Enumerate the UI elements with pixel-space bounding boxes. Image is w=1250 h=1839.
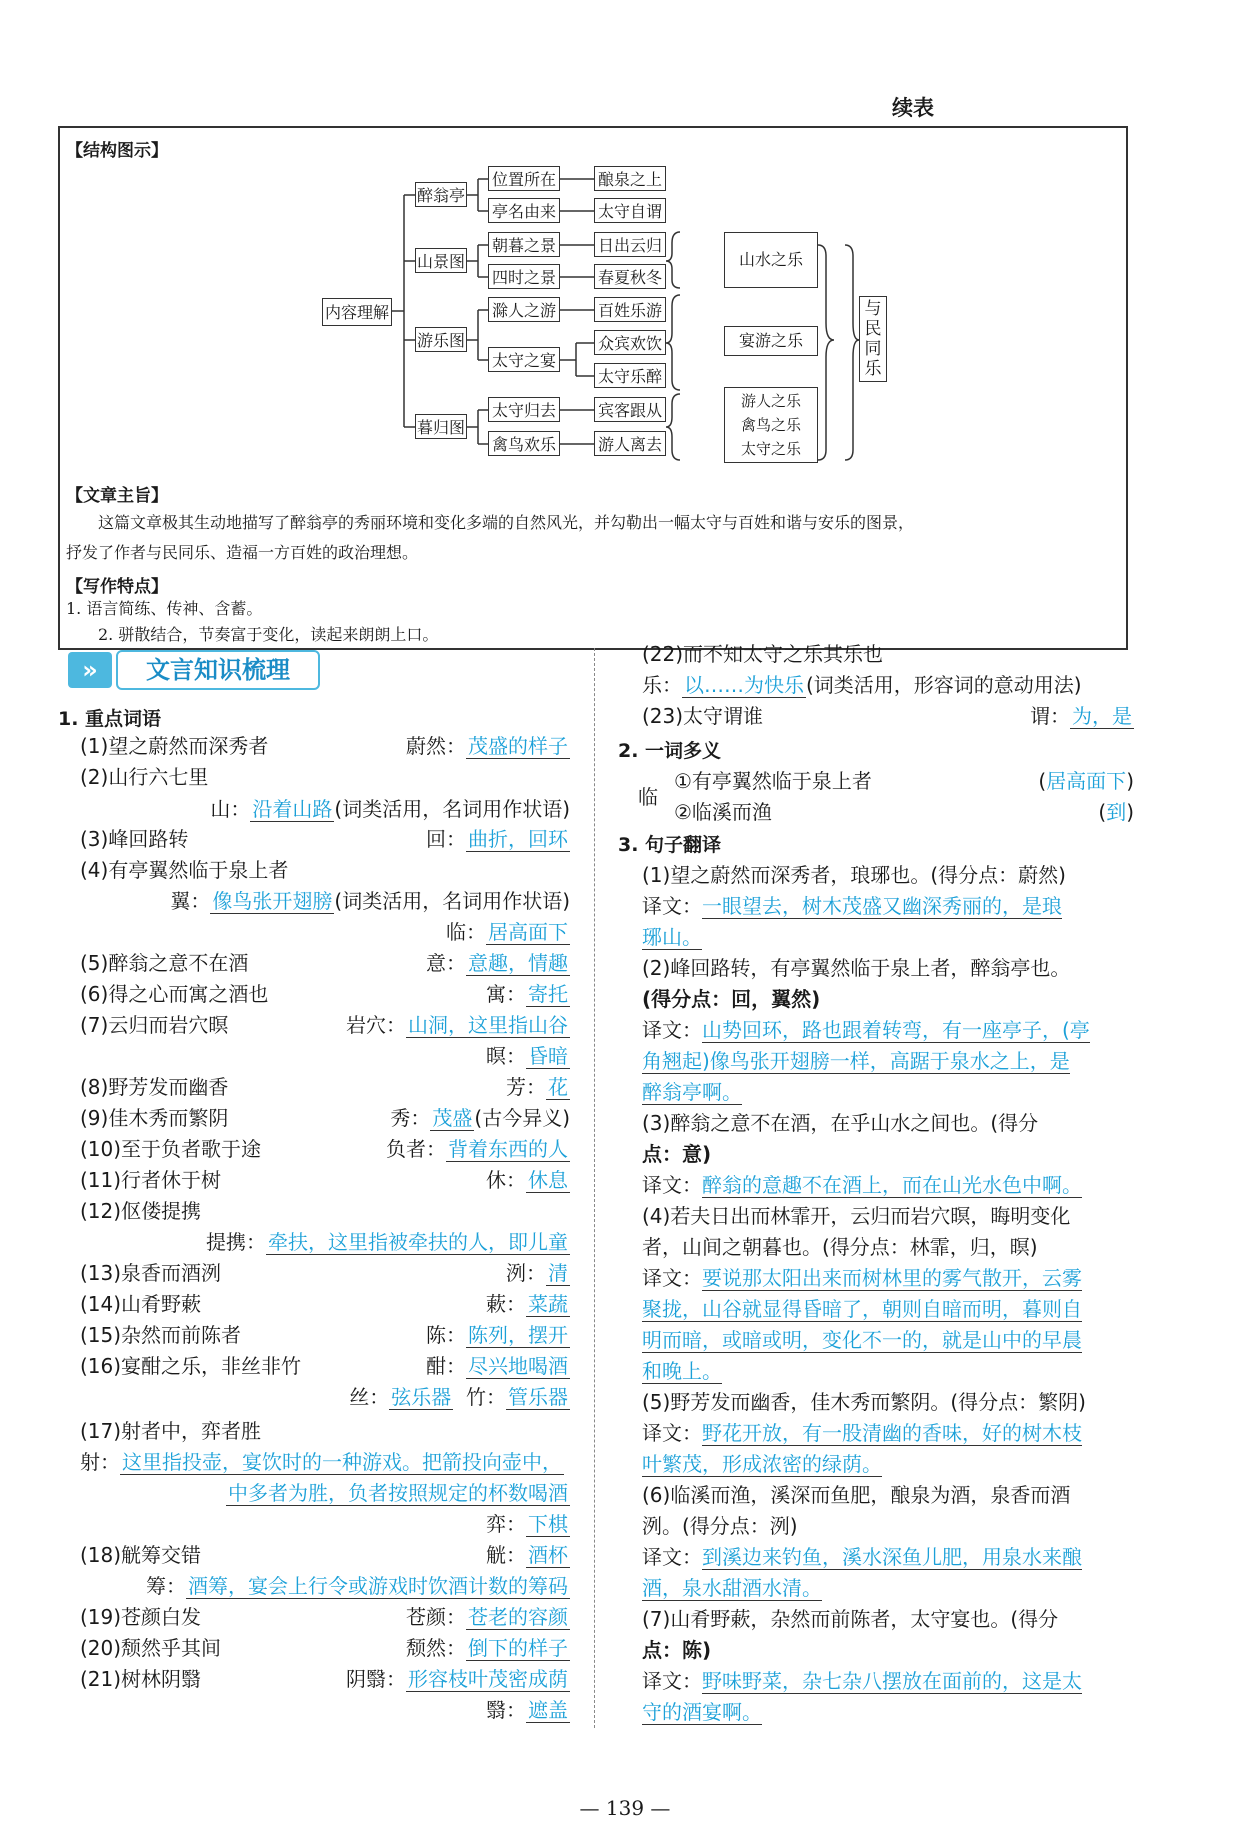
gloss-5: 意： 意趣，情趣 <box>426 951 568 975</box>
item-4: (4)有亭翼然临于泉上者 <box>80 858 289 882</box>
item-6: (6)得之心而寓之酒也 <box>80 982 269 1006</box>
diagram-node-three-joys <box>724 387 818 463</box>
item-19: (19)苍颜白发 <box>80 1605 202 1629</box>
theme-line-2: 抒发了作者与民同乐、造福一方百姓的政治理想。 <box>66 543 419 562</box>
gloss-14: 蔌： 菜蔬 <box>486 1292 568 1316</box>
diagram-node-l2: 禽鸟欢乐 <box>488 431 560 456</box>
item-18: (18)觥筹交错 <box>80 1543 202 1567</box>
item-2: (2)山行六七里 <box>80 765 209 789</box>
diagram-node-l3: 宾客跟从 <box>594 397 666 422</box>
item-10: (10)至于负者歌于途 <box>80 1137 262 1161</box>
item-11: (11)行者休于树 <box>80 1168 222 1192</box>
features-label: 【写作特点】 <box>66 577 168 597</box>
page-number: — 139 — <box>579 1796 671 1820</box>
tr-sentence-6b: 洌。(得分点：洌) <box>642 1514 798 1538</box>
tr-answer-5: 译文：野花开放，有一股清幽的香味，好的树木枝 <box>642 1421 1082 1445</box>
diagram-node-l2: 太守归去 <box>488 397 560 422</box>
gloss-17a: 射： 这里指投壶，宴饮时的一种游戏。把箭投向壶中， <box>80 1450 562 1474</box>
tr-answer-6: 译文：到溪边来钓鱼，溪水深鱼儿肥，用泉水来酿 <box>642 1545 1082 1569</box>
tr-answer-7: 译文：野味野菜，杂七杂八摆放在面前的，这是太 <box>642 1669 1082 1693</box>
tr-sentence-3: (3)醉翁之意不在酒，在乎山水之间也。(得分 <box>642 1111 1039 1135</box>
section-key-words: 1. 重点词语 <box>58 708 162 730</box>
gloss-18a: 觥： 酒杯 <box>486 1543 568 1567</box>
item-7: (7)云归而岩穴暝 <box>80 1013 229 1037</box>
continued-label: 续表 <box>892 96 934 120</box>
diagram-node-shanshui: 山水之乐 <box>724 232 818 288</box>
item-14: (14)山肴野蔌 <box>80 1292 202 1316</box>
diagram-node-yanyou: 宴游之乐 <box>724 326 818 356</box>
theme-line-1: 这篇文章极其生动地描写了醉翁亭的秀丽环境和变化多端的自然风光，并勾勒出一幅太守与百姓和谐与安乐的图景， <box>98 513 915 532</box>
diagram-node-l3: 众宾欢饮 <box>594 330 666 355</box>
gloss-15: 陈： 陈列，摆开 <box>426 1323 568 1347</box>
polysemy-answer-2: (到) <box>1098 800 1134 824</box>
gloss-19: 苍颜： 苍老的容颜 <box>406 1605 568 1629</box>
diagram-node-l3: 游人离去 <box>594 431 666 456</box>
gloss-22: 乐： 以……为快乐 (词类活用，形容词的意动用法) <box>642 673 1082 697</box>
tr-answer-2b: 角翘起)像鸟张开翅膀一样，高踞于泉水之上，是 <box>642 1049 1070 1073</box>
item-17: (17)射者中，弈者胜 <box>80 1419 262 1443</box>
item-1: (1)望之蔚然而深秀者 <box>80 734 269 758</box>
gloss-7b: 暝： 昏暗 <box>486 1044 568 1068</box>
tr-answer-2c: 醉翁亭啊。 <box>642 1080 742 1104</box>
item-8: (8)野芳发而幽香 <box>80 1075 229 1099</box>
diagram-node-l3: 百姓乐游 <box>594 297 666 322</box>
theme-label: 【文章主旨】 <box>66 486 168 506</box>
tr-sentence-3-points: 点：意) <box>642 1142 712 1166</box>
item-5: (5)醉翁之意不在酒 <box>80 951 249 975</box>
tr-answer-4b: 聚拢，山谷就显得昏暗了，朝则自暗而明，暮则自 <box>642 1297 1082 1321</box>
section-polysemy: 2. 一词多义 <box>618 740 722 762</box>
tr-sentence-2: (2)峰回路转，有亭翼然临于泉上者，醉翁亭也。 <box>642 956 1071 980</box>
diagram-node-l2: 四时之景 <box>488 264 560 289</box>
feature-1: 1. 语言简练、传神、含蓄。 <box>66 599 263 618</box>
item-13: (13)泉香而酒洌 <box>80 1261 222 1285</box>
section-translation: 3. 句子翻译 <box>618 834 722 856</box>
tr-answer-7b: 守的酒宴啊。 <box>642 1700 762 1724</box>
gloss-9: 秀： 茂盛 (古今异义) <box>390 1106 570 1130</box>
tr-sentence-4b: 者，山间之朝暮也。(得分点：林霏，归，暝) <box>642 1235 1038 1259</box>
item-20: (20)颓然乎其间 <box>80 1636 222 1660</box>
item-3: (3)峰回路转 <box>80 827 189 851</box>
tr-sentence-7-points: 点：陈) <box>642 1638 712 1662</box>
diagram-node-l3: 春夏秋冬 <box>594 264 666 289</box>
gloss-3: 回： 曲折，回环 <box>426 827 568 851</box>
diagram-node-l3: 太守乐醉 <box>594 363 666 388</box>
joy-qinniao: 禽鸟之乐 <box>740 416 801 434</box>
tr-answer-5b: 叶繁茂，形成浓密的绿荫。 <box>642 1452 882 1476</box>
diagram-node-youletu: 游乐图 <box>415 327 467 352</box>
tr-sentence-1: (1)望之蔚然而深秀者，琅琊也。(得分点：蔚然) <box>642 863 1066 887</box>
tr-answer-4c: 明而暗，或暗或明，变化不一的，就是山中的早晨 <box>642 1328 1082 1352</box>
gloss-13: 洌： 清 <box>506 1261 568 1285</box>
polysemy-sentence-2: ②临溪而渔 <box>674 800 772 824</box>
diagram-node-l2: 太守之宴 <box>488 347 560 372</box>
gloss-12: 提携： 牵扶，这里指被牵扶的人，即儿童 <box>206 1230 568 1254</box>
double-chevron-icon: » <box>68 652 112 688</box>
tr-sentence-2-points: (得分点：回，翼然) <box>642 987 821 1011</box>
diagram-root-node: 内容理解 <box>322 298 392 326</box>
polysemy-sentence-1: ①有亭翼然临于泉上者 <box>674 769 872 793</box>
diagram-node-l2: 滁人之游 <box>488 297 560 322</box>
diagram-node-l3: 太守自谓 <box>594 198 666 223</box>
tr-answer-4d: 和晚上。 <box>642 1359 722 1383</box>
gloss-16a: 酣： 尽兴地喝酒 <box>426 1354 568 1378</box>
tr-sentence-4: (4)若夫日出而林霏开，云归而岩穴暝，晦明变化 <box>642 1204 1071 1228</box>
item-16: (16)宴酣之乐，非丝非竹 <box>80 1354 302 1378</box>
gloss-17b: 中多者为胜，负者按照规定的杯数喝酒 <box>228 1481 568 1505</box>
gloss-2: 山： 沿着山路 (词类活用，名词用作状语) <box>210 797 570 821</box>
tr-answer-1b: 琊山。 <box>642 925 702 949</box>
item-9: (9)佳木秀而繁阴 <box>80 1106 229 1130</box>
feature-2: 2. 骈散结合，节奏富于变化，读起来朗朗上口。 <box>98 625 439 644</box>
gloss-11: 休： 休息 <box>486 1168 568 1192</box>
item-15: (15)杂然而前陈者 <box>80 1323 242 1347</box>
gloss-4a: 翼： 像鸟张开翅膀 (词类活用，名词用作状语) <box>170 889 570 913</box>
tr-answer-4: 译文：要说那太阳出来而树林里的雾气散开，云雾 <box>642 1266 1082 1290</box>
item-23: (23)太守谓谁 <box>642 704 764 728</box>
gloss-21a: 阴翳： 形容枝叶茂密成荫 <box>346 1667 568 1691</box>
gloss-8: 芳： 花 <box>506 1075 568 1099</box>
tr-sentence-6: (6)临溪而渔，溪深而鱼肥，酿泉为酒，泉香而酒 <box>642 1483 1071 1507</box>
diagram-node-yumintongle: 与民同乐 <box>859 296 887 382</box>
diagram-node-l2: 位置所在 <box>488 166 560 191</box>
polysemy-answer-1: (居高面下) <box>1038 769 1134 793</box>
section-banner <box>68 650 320 690</box>
gloss-1: 蔚然： 茂盛的样子 <box>406 734 568 758</box>
tr-sentence-5: (5)野芳发而幽香，佳木秀而繁阴。(得分点：繁阴) <box>642 1390 1086 1414</box>
gloss-18b: 筹： 酒筹，宴会上行令或游戏时饮酒计数的筹码 <box>146 1574 568 1598</box>
gloss-17c: 弈： 下棋 <box>486 1512 568 1536</box>
structure-label: 【结构图示】 <box>66 141 168 161</box>
gloss-21b: 翳： 遮盖 <box>486 1698 568 1722</box>
gloss-16b: 丝： 弦乐器 竹： 管乐器 <box>349 1385 568 1409</box>
tr-answer-3: 译文：醉翁的意趣不在酒上，而在山光水色中啊。 <box>642 1173 1082 1197</box>
gloss-7a: 岩穴： 山洞，这里指山谷 <box>346 1013 568 1037</box>
diagram-node-muguitu: 暮归图 <box>415 414 467 439</box>
tr-answer-2: 译文：山势回环，路也跟着转弯，有一座亭子，(亭 <box>642 1018 1090 1042</box>
banner-title: 文言知识梳理 <box>116 650 320 690</box>
gloss-23: 谓： 为，是 <box>1030 704 1132 728</box>
gloss-20: 颓然： 倒下的样子 <box>406 1636 568 1660</box>
item-21: (21)树林阴翳 <box>80 1667 202 1691</box>
item-12: (12)伛偻提携 <box>80 1199 202 1223</box>
tr-answer-1: 译文：一眼望去，树木茂盛又幽深秀丽的，是琅 <box>642 894 1062 918</box>
joy-youren: 游人之乐 <box>740 392 801 410</box>
gloss-4b: 临： 居高面下 <box>446 920 568 944</box>
gloss-10: 负者： 背着东西的人 <box>386 1137 568 1161</box>
polysemy-char: 临 <box>638 785 658 809</box>
gloss-6: 寓： 寄托 <box>486 982 568 1006</box>
diagram-node-l3: 日出云归 <box>594 232 666 257</box>
tr-sentence-7: (7)山肴野蔌，杂然而前陈者，太守宴也。(得分 <box>642 1607 1059 1631</box>
diagram-node-shanjingtu: 山景图 <box>415 248 467 273</box>
joy-taishou: 太守之乐 <box>740 440 801 458</box>
diagram-node-zuiwengting: 醉翁亭 <box>415 182 467 207</box>
column-divider <box>594 648 595 1728</box>
diagram-node-l3: 酿泉之上 <box>594 166 666 191</box>
diagram-node-l2: 朝暮之景 <box>488 232 560 257</box>
tr-answer-6b: 酒，泉水甜酒水清。 <box>642 1576 822 1600</box>
diagram-node-l2: 亭名由来 <box>488 198 560 223</box>
summary-panel <box>58 126 1128 650</box>
item-22: (22)而不知太守之乐其乐也 <box>642 642 884 666</box>
